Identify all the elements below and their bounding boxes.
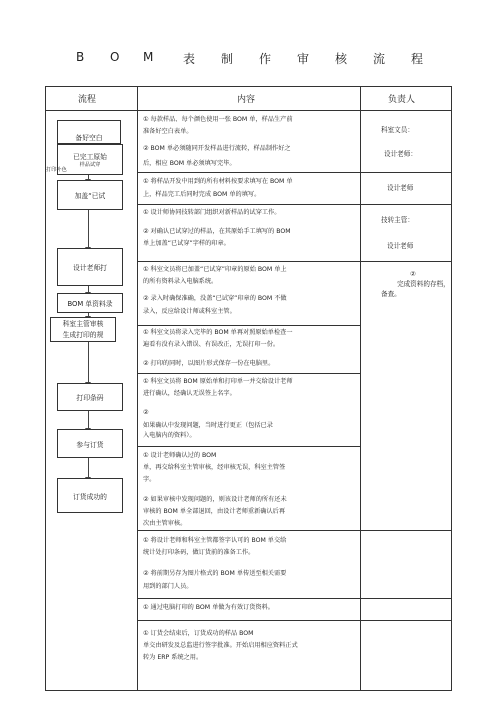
content-line: 准备好空白表单。 xyxy=(143,128,193,135)
row-divider xyxy=(137,598,451,599)
content-line: ① 每款样品、每个颜色使用一张 BOM 单，样品生产前 xyxy=(143,116,293,123)
content-line: ② xyxy=(143,409,149,416)
flow-step-review xyxy=(50,317,116,342)
row-divider xyxy=(137,204,451,205)
content-line: ① 设计师协同技转部门组织对新样品的试穿工作。 xyxy=(143,209,281,216)
flow-arrow xyxy=(88,340,89,383)
content-line: 如果确认中发现问题，当时进行更正（包括已录 xyxy=(143,422,273,429)
owner-archive-note: 完成资料的存档， xyxy=(397,280,450,288)
content-line: ① 将设计老师和科室主管都签字认可的 BOM 单交给 xyxy=(143,537,287,544)
flow-arrow xyxy=(88,456,89,478)
row-divider xyxy=(137,446,361,447)
flow-step-entry: BOM 单资料录 xyxy=(57,293,123,313)
content-line: 统计处打印条码，做订货前的准备工作。 xyxy=(143,549,255,556)
owner-designer: 设计老师 xyxy=(387,184,414,192)
content-line: 单交由研发及总监进行签字批准。开始启用相应资料正式 xyxy=(143,642,298,649)
title-char: 制 xyxy=(221,52,234,66)
flow-step-note: 打印补色 xyxy=(46,167,67,173)
content-line: ① 设计老师确认过的 BOM xyxy=(143,452,217,459)
content-line: 次由主管审核。 xyxy=(143,520,187,527)
flow-step-label: 已完工原始 xyxy=(73,153,107,161)
title-char: M xyxy=(143,50,154,64)
content-line: ② 如果审核中发现问题的，则该设计老师的所有还未 xyxy=(143,496,287,503)
flow-step-label: 生成打印的规 xyxy=(62,330,104,339)
content-line: ① 科室文员将已加盖“已试穿”印章的原始 BOM 单上 xyxy=(143,266,287,273)
flow-arrow xyxy=(88,208,89,248)
content-line: ② 对确认已试穿过的样品，在其原始手工填写的 BOM xyxy=(143,228,291,235)
title-char: 表 xyxy=(183,52,196,66)
content-line: 入电脑内的资料）。 xyxy=(143,432,196,439)
column-divider xyxy=(360,86,361,690)
flow-step-print-barcode: 打印条码 xyxy=(57,383,123,411)
flow-step-ordering: 参与订货 xyxy=(57,429,123,458)
owner-clerk: 科室文员： xyxy=(381,126,414,134)
content-line: 的所有资料录入电脑系统。 xyxy=(143,278,218,285)
title-char: B xyxy=(76,50,85,64)
content-line: 遍看有没有录入错误、有误改正，无误打印一份。 xyxy=(143,341,280,348)
flow-step-stamp: 加盖“已试 xyxy=(57,180,123,210)
flow-step-order-success: 订货成功的 xyxy=(57,478,123,513)
content-line: 单，再交给科室主管审核，经审核无误，科室主管签 xyxy=(143,464,286,471)
content-line: ② 打印的同时，以图片形式保存一份在电脑里。 xyxy=(143,360,275,367)
flow-arrow xyxy=(88,409,89,429)
title-char: O xyxy=(110,50,120,64)
row-divider xyxy=(137,620,451,621)
flow-step-note: 样品试穿 xyxy=(79,162,101,168)
title-char: 作 xyxy=(259,52,272,66)
owner-archive-note: 备查。 xyxy=(381,290,401,298)
row-divider xyxy=(137,373,361,374)
content-line: 用到的部门人员。 xyxy=(143,583,193,590)
content-line: 单上加盖“已试穿”字样的印章。 xyxy=(143,240,230,247)
content-line: ① 通过电脑打印的 BOM 单做为有效订货资料。 xyxy=(143,604,274,611)
content-line: 进行确认，经确认无误签上名字。 xyxy=(143,390,236,397)
content-line: ② 将前期另存为图片格式的 BOM 单传送至相关需要 xyxy=(143,570,287,577)
flow-step-designer: 设计老师打 xyxy=(57,248,123,286)
content-line: 转为 ERP 系统之用。 xyxy=(143,654,203,661)
flow-step-label: 科室主管审核 xyxy=(62,319,104,328)
header-owner: 负责人 xyxy=(388,95,416,105)
page-title xyxy=(0,50,500,70)
column-divider xyxy=(137,86,138,690)
flow-step-blank-form: 备好空白 xyxy=(57,120,121,144)
owner-marker: ② xyxy=(410,270,416,278)
row-divider xyxy=(137,530,451,531)
content-line: 字。 xyxy=(143,476,156,483)
owner-designer: 设计老师： xyxy=(384,150,417,158)
title-char: 流 xyxy=(373,52,386,66)
title-char: 核 xyxy=(335,52,348,66)
content-line: ② 录入时确保准确，没盖“已试穿”印章的 BOM 不做 xyxy=(143,295,287,302)
row-divider xyxy=(137,172,451,173)
title-char: 审 xyxy=(297,52,310,66)
owner-designer: 设计老师 xyxy=(387,242,414,250)
content-line: 上，样品完工后同时完成 BOM 单的填写。 xyxy=(143,191,261,198)
title-char: 程 xyxy=(411,52,424,66)
header-content: 内容 xyxy=(237,95,256,105)
content-line: ① 将样品开发中用到的所有材料按要求填写在 BOM 单 xyxy=(143,178,293,185)
row-divider xyxy=(137,261,451,262)
row-divider xyxy=(137,325,361,326)
content-line: ① 订货会结束后，订货成功的样品 BOM xyxy=(143,630,254,637)
owner-tech-supervisor: 技转主管： xyxy=(381,216,414,224)
content-line: 录入，反应给设计师或科室主管。 xyxy=(143,308,236,315)
header-divider xyxy=(45,110,451,111)
content-line: ② BOM 单必须随同开发样品进行流转，样品制作好之 xyxy=(143,145,291,152)
content-line: ① 科室文员将 BOM 原始单和打印单一并交给设计老师 xyxy=(143,378,293,385)
content-line: ① 科室文员将录入完毕的 BOM 单再对照原始单检查一 xyxy=(143,329,293,336)
content-line: 审核的 BOM 单全部退回，由设计老师重新确认后再 xyxy=(143,508,286,515)
header-flow: 流程 xyxy=(78,95,97,105)
content-line: 后，相应 BOM 单必须填写完毕。 xyxy=(143,160,236,167)
